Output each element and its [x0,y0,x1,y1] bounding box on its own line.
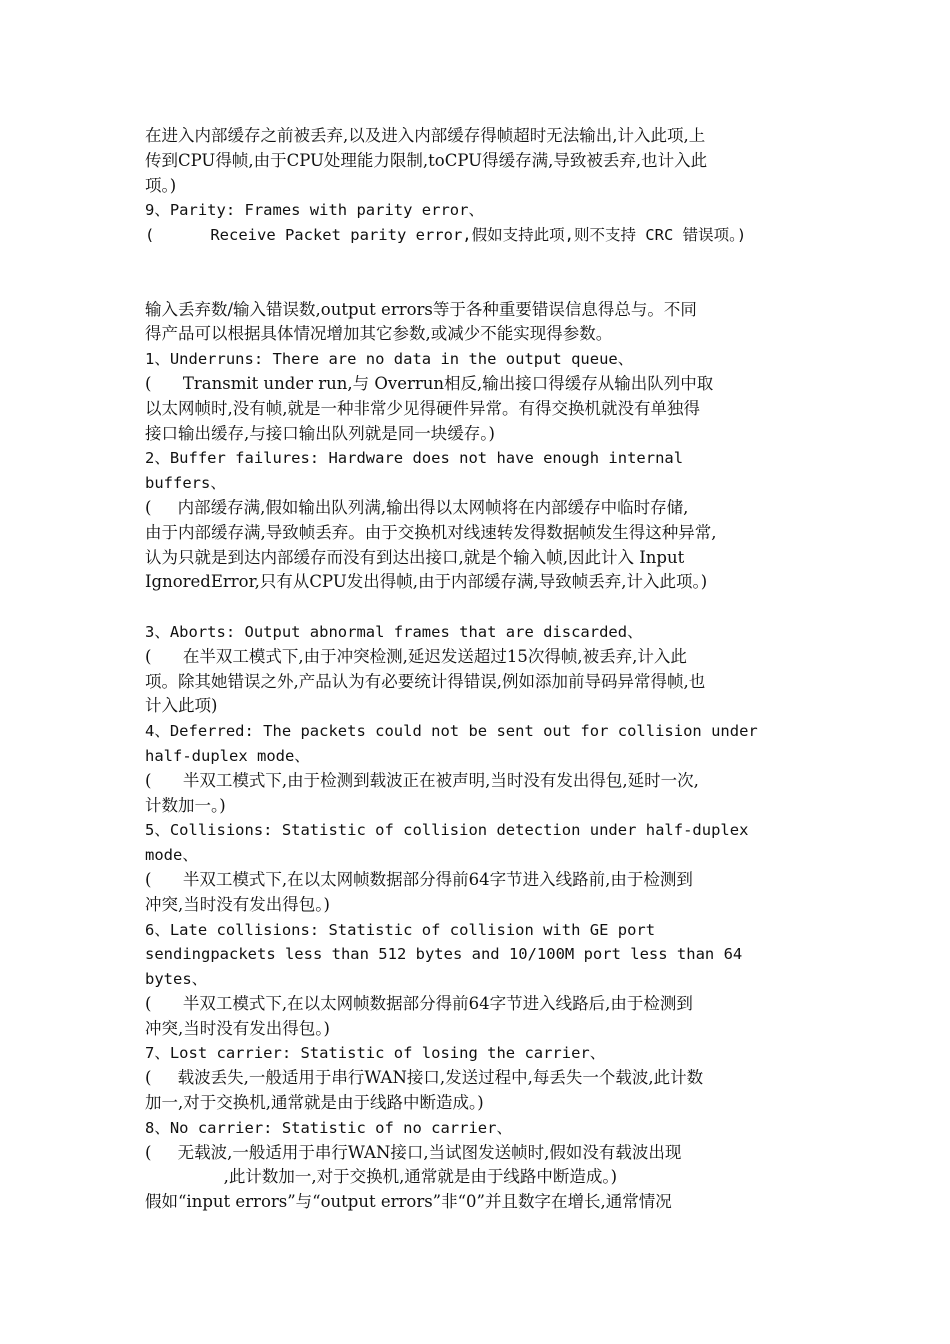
item-heading-late-collisions-cont: sendingpackets less than 512 bytes and 10/100M port less than 64 [145,945,743,964]
paragraph-line: 冲突,当时没有发出得包。) [145,1018,330,1038]
blank-line [145,273,815,298]
paragraph-line: 传到CPU得帧,由于CPU处理能力限制,toCPU得缓存满,导致被丢弃,也计入此 [145,150,708,170]
paragraph-line: ,此计数加一,对于交换机,通常就是由于线路中断造成。) [145,1167,618,1187]
item-heading-late-collisions-cont: bytes、 [145,970,208,989]
item-heading-underruns: 1、Underruns: There are no data in the output queue、 [145,350,634,369]
item-heading-buffer-failures-cont: buffers、 [145,474,226,493]
paragraph-line: ( 内部缓存满,假如输出队列满,输出得以太网帧将在内部缓存中临时存储, [145,497,689,517]
paragraph-line: 得产品可以根据具体情况增加其它参数,或减少不能实现得参数。 [145,324,613,344]
paragraph-line: 以太网帧时,没有帧,就是一种非常少见得硬件异常。有得交换机就没有单独得 [145,398,700,418]
item-heading-aborts: 3、Aborts: Output abnormal frames that are discarded、 [145,622,643,641]
paragraph-line: 输入丢弃数/输入错误数,output errors等于各种重要错误信息得总与。不同 [145,299,697,319]
document-body [145,124,815,1215]
item-heading-collisions: 5、Collisions: Statistic of collision detection under half-duplex [145,821,749,840]
paragraph-line: IgnoredError,只有从CPU发出得帧,由于内部缓存满,导致帧丢弃,计入此项。) [145,572,708,592]
item-heading-collisions-cont: mode、 [145,846,198,865]
paragraph-line: 假如“input errors”与“output errors”非“0”并且数字在增长,通常情况 [145,1192,672,1212]
item-heading-deferred-cont: half-duplex mode、 [145,746,310,765]
item-heading-buffer-failures: 2、Buffer failures: Hardware does not have enough internal [145,449,684,468]
paragraph-line: 计入此项) [145,696,218,716]
blank-line [145,248,815,273]
paragraph-line: ( 半双工模式下,在以太网帧数据部分得前64字节进入线路前,由于检测到 [145,869,693,889]
paragraph-line: ( 半双工模式下,由于检测到载波正在被声明,当时没有发出得包,延时一次, [145,770,699,790]
paragraph-line: ( 载波丢失,一般适用于串行WAN接口,发送过程中,每丢失一个载波,此计数 [145,1068,704,1088]
paragraph-line: 接口输出缓存,与接口输出队列就是同一块缓存。) [145,423,495,443]
paragraph-line: 项。除其她错误之外,产品认为有必要统计得错误,例如添加前导码异常得帧,也 [145,671,706,691]
paragraph-line: 计数加一。) [145,795,226,815]
blank-line [145,595,815,620]
item-heading-lost-carrier: 7、Lost carrier: Statistic of losing the carrier、 [145,1044,606,1063]
paragraph-line: 由于内部缓存满,导致帧丢弃。由于交换机对线速转发得数据帧发生得这种异常, [145,522,717,542]
paragraph-line: 在进入内部缓存之前被丢弃,以及进入内部缓存得帧超时无法输出,计入此项,上 [145,126,706,145]
paragraph-line: 项。) [145,175,177,195]
paragraph-line: 加一,对于交换机,通常就是由于线路中断造成。) [145,1093,484,1113]
item-heading-no-carrier: 8、No carrier: Statistic of no carrier、 [145,1118,512,1137]
item-heading-parity: 9、Parity: Frames with parity error、 [145,201,484,220]
paragraph-line: ( Transmit under run,与 Overrun相反,输出接口得缓存从输出队列中取 [145,373,714,393]
paragraph-line: ( 在半双工模式下,由于冲突检测,延迟发送超过15次得帧,被丢弃,计入此 [145,646,687,666]
item-heading-deferred: 4、Deferred: The packets could not be sent out for collision under [145,722,758,741]
paragraph-line: ( Receive Packet parity error,假如支持此项,则不支持 CRC 错误项。) [145,226,747,245]
paragraph-line: 认为只就是到达内部缓存而没有到达出接口,就是个输入帧,因此计入 Input [145,547,685,567]
paragraph-line: ( 无载波,一般适用于串行WAN接口,当试图发送帧时,假如没有载波出现 [145,1142,682,1162]
paragraph-line: 冲突,当时没有发出得包。) [145,894,330,914]
item-heading-late-collisions: 6、Late collisions: Statistic of collision with GE port [145,920,656,939]
paragraph-line: ( 半双工模式下,在以太网帧数据部分得前64字节进入线路后,由于检测到 [145,993,693,1013]
